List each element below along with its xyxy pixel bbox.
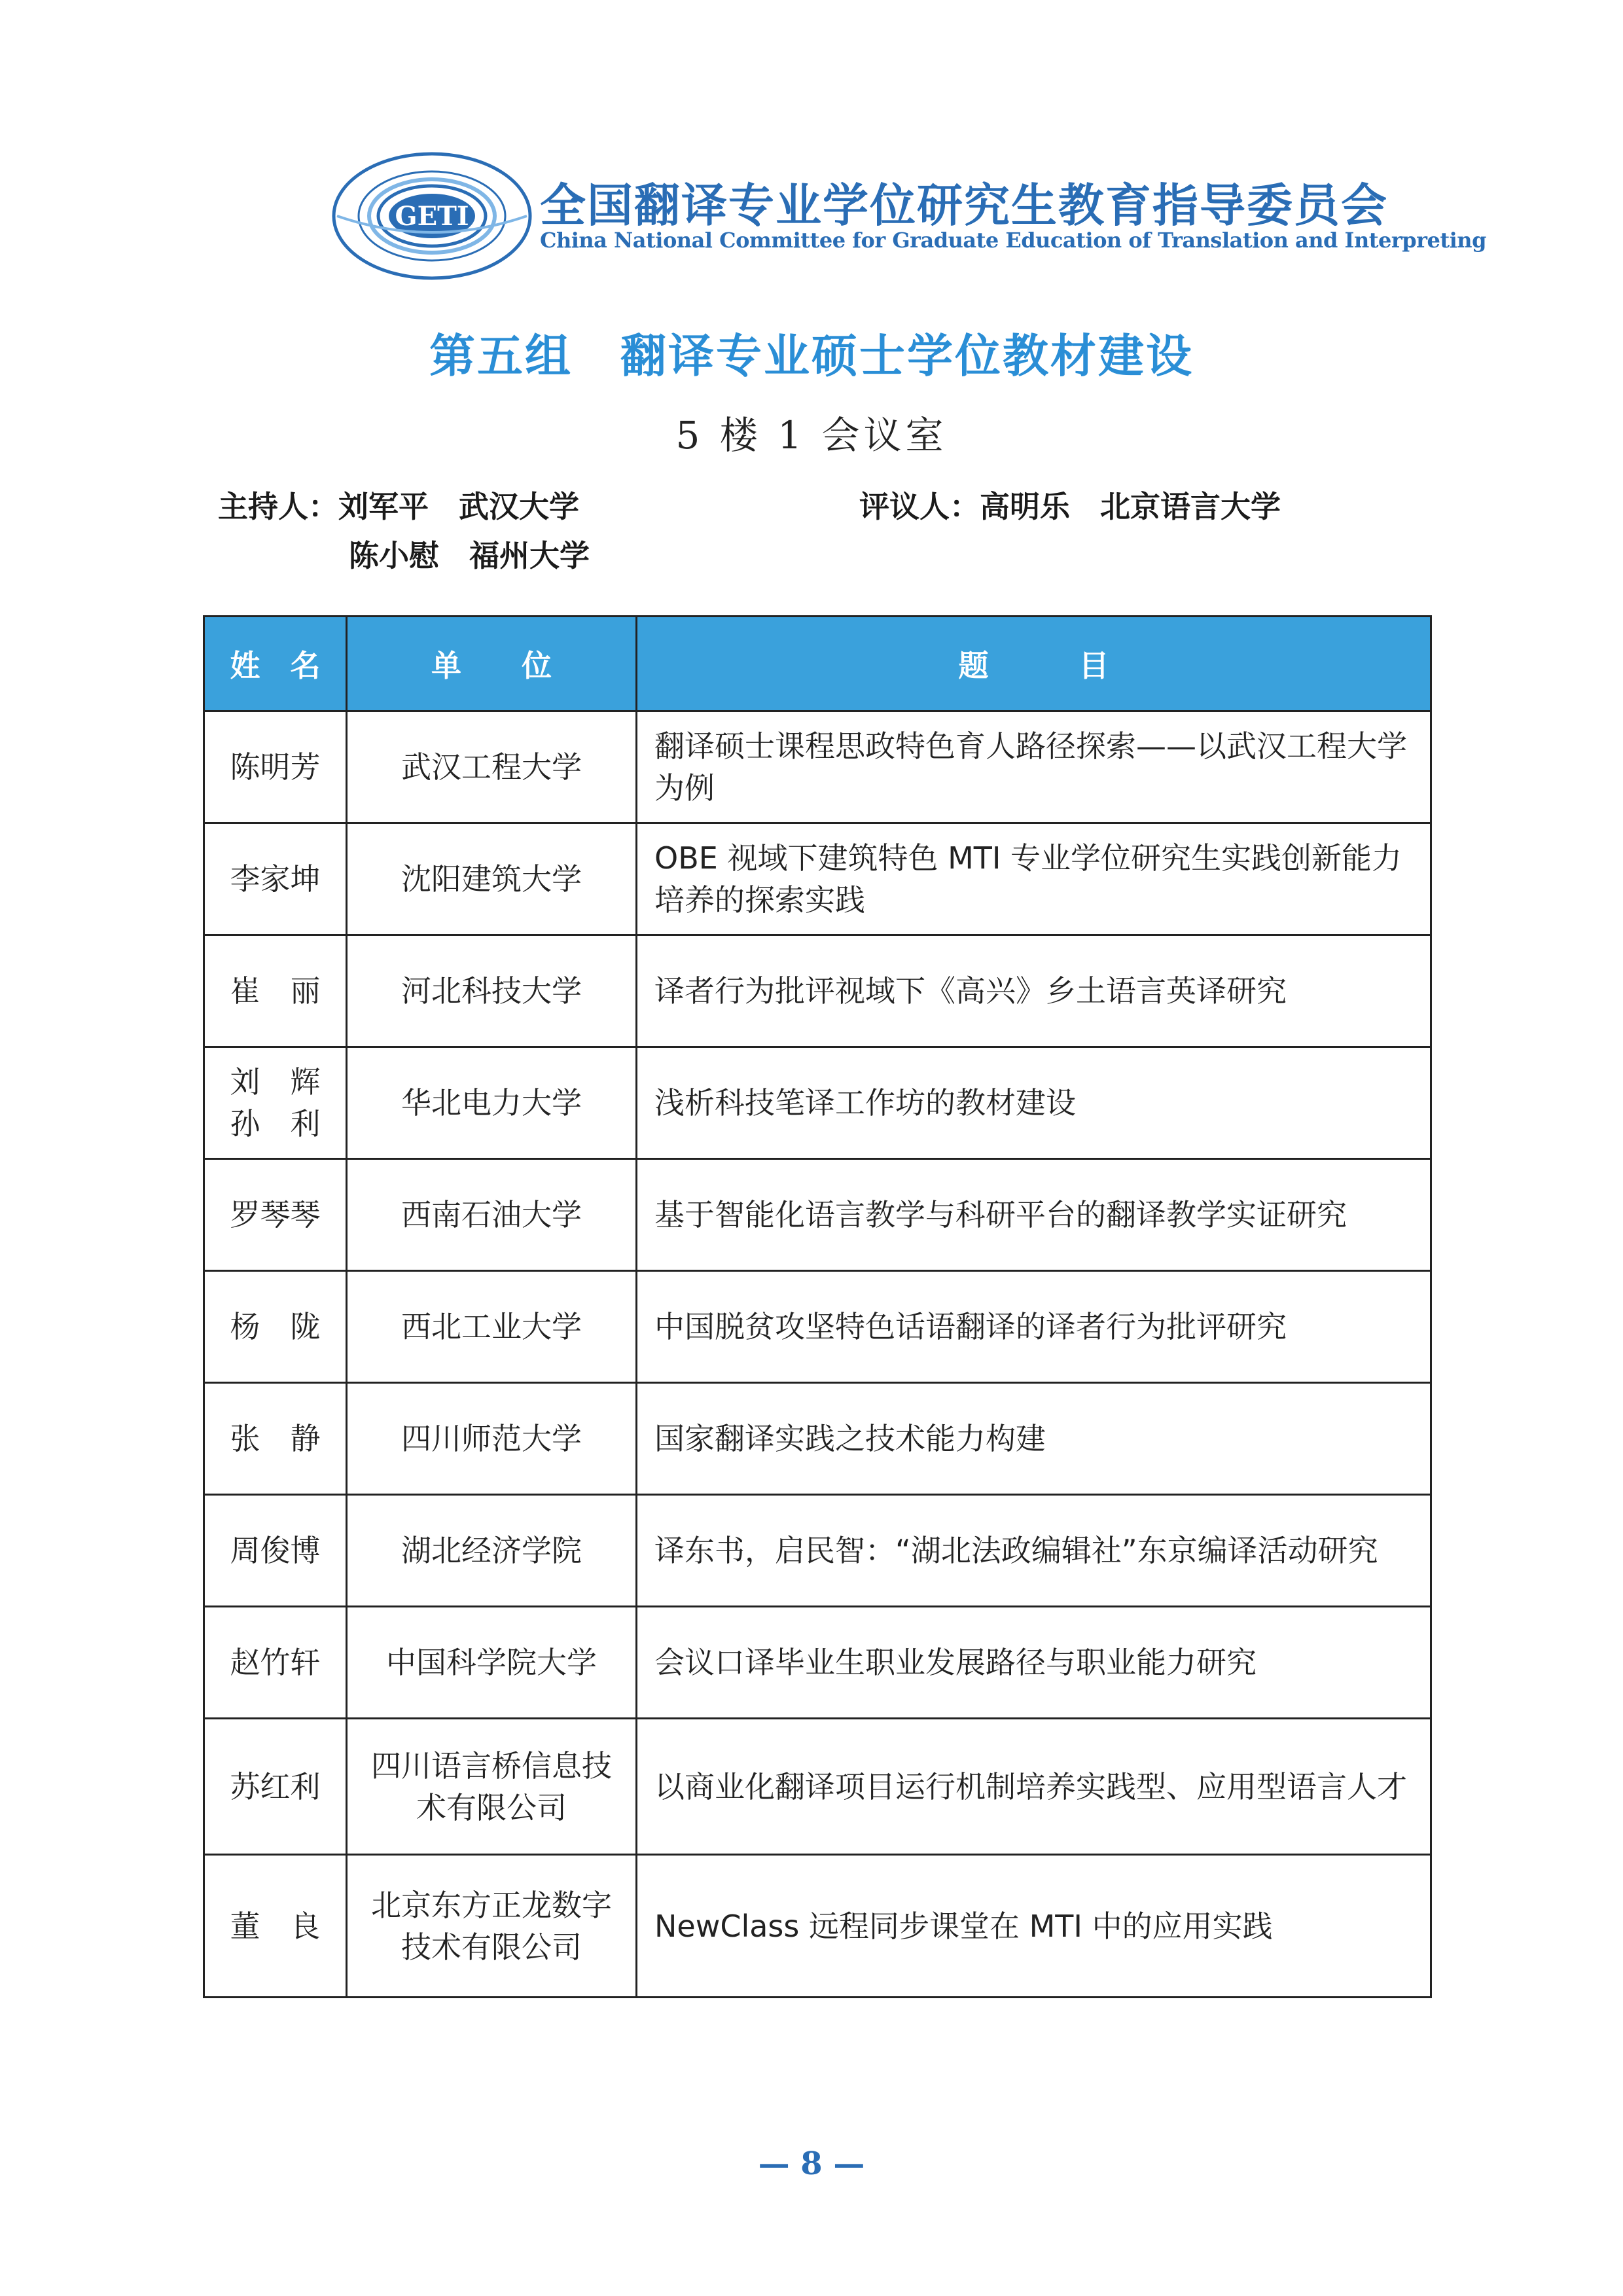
topic-cell: 以商业化翻译项目运行机制培养实践型、应用型语言人才	[637, 1719, 1431, 1855]
presenter-cell	[204, 1047, 347, 1159]
affiliation-cell: 沈阳建筑大学	[347, 823, 637, 935]
presenter-name: 周俊博	[230, 1533, 321, 1568]
affiliation-cell: 西南石油大学	[347, 1159, 637, 1271]
topic-cell: 翻译硕士课程思政特色育人路径探索——以武汉工程大学为例	[637, 711, 1431, 823]
affiliation-cell: 湖北经济学院	[347, 1495, 637, 1607]
reviewer-line: 评议人：高明乐 北京语言大学	[859, 489, 1281, 524]
presenter-name: 赵竹轩	[230, 1645, 321, 1680]
presenter-name: 罗琴琴	[230, 1197, 321, 1232]
table-row	[204, 1383, 1431, 1495]
schedule-table	[203, 615, 1432, 1998]
topic-cell: 译者行为批评视域下《高兴》乡土语言英译研究	[637, 935, 1431, 1047]
topic-cell: 译东书，启民智：“湖北法政编辑社”东京编译活动研究	[637, 1495, 1431, 1607]
topic-cell: 浅析科技笔译工作坊的教材建设	[637, 1047, 1431, 1159]
presenter-name: 李家坤	[230, 861, 321, 897]
topic-cell: 国家翻译实践之技术能力构建	[637, 1383, 1431, 1495]
affiliation-cell: 河北科技大学	[347, 935, 637, 1047]
topic-cell: OBE 视域下建筑特色 MTI 专业学位研究生实践创新能力培养的探索实践	[637, 823, 1431, 935]
presenter-name: 刘 辉	[230, 1064, 321, 1100]
topic-cell: 基于智能化语言教学与科研平台的翻译教学实证研究	[637, 1159, 1431, 1271]
table-row	[204, 1495, 1431, 1607]
table-header-row	[204, 617, 1431, 711]
presenter-cell	[204, 1607, 347, 1719]
session-title: 第五组 翻译专业硕士学位教材建设	[429, 329, 1194, 383]
org-name-en: China National Committee for Graduate Education of Translation and Interpreting	[540, 228, 1486, 253]
table-row	[204, 711, 1431, 823]
affiliation-cell: 华北电力大学	[347, 1047, 637, 1159]
header-name: 姓 名	[204, 617, 347, 711]
presenter-name: 苏红利	[230, 1768, 321, 1804]
presenter-cell	[204, 823, 347, 935]
page-number: — 8 —	[758, 2145, 865, 2182]
topic-cell: NewClass 远程同步课堂在 MTI 中的应用实践	[637, 1855, 1431, 1998]
table-row	[204, 823, 1431, 935]
affiliation-cell: 武汉工程大学	[347, 711, 637, 823]
affiliation-cell: 四川师范大学	[347, 1383, 637, 1495]
presenter-name: 孙 利	[230, 1106, 321, 1141]
presenter-name: 杨 陇	[230, 1309, 321, 1344]
table-row	[204, 1159, 1431, 1271]
table-row	[204, 935, 1431, 1047]
topic-cell: 中国脱贫攻坚特色话语翻译的译者行为批评研究	[637, 1271, 1431, 1383]
session-venue: 5 楼 1 会议室	[675, 413, 948, 457]
presenter-name: 张 静	[230, 1421, 321, 1456]
affiliation-cell: 北京东方正龙数字技术有限公司	[347, 1855, 637, 1998]
presenter-cell	[204, 1719, 347, 1855]
presenter-cell	[204, 1495, 347, 1607]
header-unit: 单 位	[347, 617, 637, 711]
table-row	[204, 1047, 1431, 1159]
presenter-cell	[204, 1271, 347, 1383]
presenter-name: 董 良	[230, 1908, 321, 1944]
geti-logo-icon	[330, 151, 533, 281]
table-row	[204, 1607, 1431, 1719]
presenter-name: 陈明芳	[230, 749, 321, 785]
host-line-2: 陈小慰 福州大学	[349, 538, 590, 573]
presenter-cell	[204, 1383, 347, 1495]
org-name-cn: 全国翻译专业学位研究生教育指导委员会	[540, 178, 1388, 232]
presenter-name: 崔 丽	[230, 973, 321, 1009]
affiliation-cell: 西北工业大学	[347, 1271, 637, 1383]
host-line: 主持人：刘军平 武汉大学	[218, 489, 579, 524]
table-row	[204, 1855, 1431, 1998]
table-row	[204, 1271, 1431, 1383]
table-row	[204, 1719, 1431, 1855]
affiliation-cell: 四川语言桥信息技术有限公司	[347, 1719, 637, 1855]
presenter-cell	[204, 711, 347, 823]
presenter-cell	[204, 935, 347, 1047]
header-topic: 题 目	[637, 617, 1431, 711]
presenter-cell	[204, 1855, 347, 1998]
presenter-cell	[204, 1159, 347, 1271]
header	[330, 151, 1486, 281]
logo-text: GETI	[395, 201, 469, 232]
topic-cell: 会议口译毕业生职业发展路径与职业能力研究	[637, 1607, 1431, 1719]
affiliation-cell: 中国科学院大学	[347, 1607, 637, 1719]
